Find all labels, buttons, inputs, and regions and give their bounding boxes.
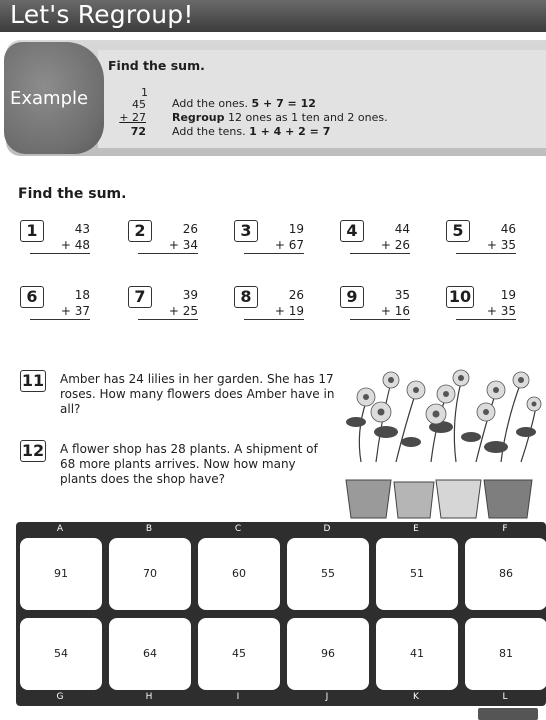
problem-addend2: + 16 (350, 304, 410, 320)
answer-tile-a: 91 (20, 538, 102, 610)
problem-2 (128, 220, 228, 260)
grid-label-i: I (236, 692, 240, 702)
word-problem-11-text: Amber has 24 lilies in her garden. She has 17 roses. How many flowers does Amber have in all? (60, 372, 335, 416)
problem-addend1: 35 (394, 288, 410, 302)
problem-addend1: 44 (394, 222, 410, 236)
problem-addend2: + 35 (456, 304, 516, 320)
problem-1 (20, 220, 120, 260)
problem-number: 4 (340, 220, 364, 242)
answer-tile-k: 41 (376, 618, 458, 690)
problem-addend2: + 67 (244, 238, 304, 254)
example-step2-text: 12 ones as 1 ten and 2 ones. (228, 111, 388, 124)
answer-tile-h: 64 (109, 618, 191, 690)
answer-tile-j: 96 (287, 618, 369, 690)
grid-label-f: F (502, 524, 508, 534)
problem-6 (20, 286, 120, 326)
answer-tile-f: 86 (465, 538, 546, 610)
grid-label-g: G (56, 692, 64, 702)
problem-addend2: + 26 (350, 238, 410, 254)
word-problem-12-number: 12 (21, 441, 45, 460)
problem-number: 10 (446, 286, 474, 308)
problem-number: 9 (340, 286, 364, 308)
problem-9 (340, 286, 440, 326)
grid-label-b: B (145, 524, 153, 534)
answer-tile-b: 70 (109, 538, 191, 610)
answer-tile-i: 45 (198, 618, 280, 690)
page-title: Let's Regroup! (10, 0, 194, 29)
problem-addend1: 26 (182, 222, 198, 236)
problem-number: 5 (446, 220, 470, 242)
example-sum: 72 (130, 125, 146, 138)
example-step1-text: Add the ones. (172, 97, 249, 110)
problem-addend1: 43 (74, 222, 90, 236)
example-step3-text: Add the tens. (172, 125, 246, 138)
grid-label-c: C (234, 524, 242, 534)
problem-addend1: 19 (500, 288, 516, 302)
problem-addend2: + 48 (30, 238, 90, 254)
problem-number: 7 (128, 286, 152, 308)
problem-number: 2 (128, 220, 152, 242)
problem-number: 8 (234, 286, 258, 308)
problem-addend2: + 37 (30, 304, 90, 320)
problem-number: 1 (20, 220, 44, 242)
problem-addend1: 39 (182, 288, 198, 302)
grid-label-d: D (323, 524, 331, 534)
problem-addend2: + 35 (456, 238, 516, 254)
problem-addend1: 46 (500, 222, 516, 236)
problem-addend1: 26 (288, 288, 304, 302)
example-addend2: + 27 (119, 111, 146, 124)
grid-label-h: H (145, 692, 153, 702)
problem-3 (234, 220, 334, 260)
example-step1-bold: 5 + 7 = 12 (251, 97, 316, 110)
section-heading: Find the sum. (18, 186, 127, 202)
example-carry: 1 (141, 86, 148, 99)
example-step3-bold: 1 + 4 + 2 = 7 (249, 125, 331, 138)
header-bar (0, 0, 546, 32)
problem-addend2: + 19 (244, 304, 304, 320)
answer-tile-l: 81 (465, 618, 546, 690)
example-label: Example (10, 88, 89, 109)
answer-grid (16, 522, 546, 706)
grid-label-j: J (325, 692, 329, 702)
problem-7 (128, 286, 228, 326)
answer-tile-c: 60 (198, 538, 280, 610)
problem-addend1: 18 (74, 288, 90, 302)
example-step3 (172, 125, 330, 138)
problem-8 (234, 286, 334, 326)
word-problem-12-text: A flower shop has 28 plants. A shipment of 68 more plants arrives. Now how many plants does the shop have? (60, 442, 318, 486)
example-step2-bold: Regroup (172, 111, 225, 124)
example-addend1: 45 (132, 98, 146, 111)
answer-tile-g: 54 (20, 618, 102, 690)
problem-5 (446, 220, 546, 260)
problem-addend1: 19 (288, 222, 304, 236)
problem-number: 3 (234, 220, 258, 242)
word-problem-11-number: 11 (21, 371, 45, 390)
example-step1 (172, 97, 316, 110)
grid-label-a: A (56, 524, 64, 534)
footer-logo (478, 708, 538, 720)
problem-addend2: + 25 (138, 304, 198, 320)
example-step2 (172, 111, 388, 124)
answer-tile-d: 55 (287, 538, 369, 610)
answer-tile-e: 51 (376, 538, 458, 610)
problem-number: 6 (20, 286, 44, 308)
problem-10 (446, 286, 546, 326)
example-heading: Find the sum. (108, 58, 205, 73)
grid-label-e: E (413, 524, 419, 534)
problem-4 (340, 220, 440, 260)
problem-addend2: + 34 (138, 238, 198, 254)
flower-pots-image (336, 352, 546, 522)
grid-label-k: K (413, 692, 419, 702)
grid-label-l: L (502, 692, 508, 702)
